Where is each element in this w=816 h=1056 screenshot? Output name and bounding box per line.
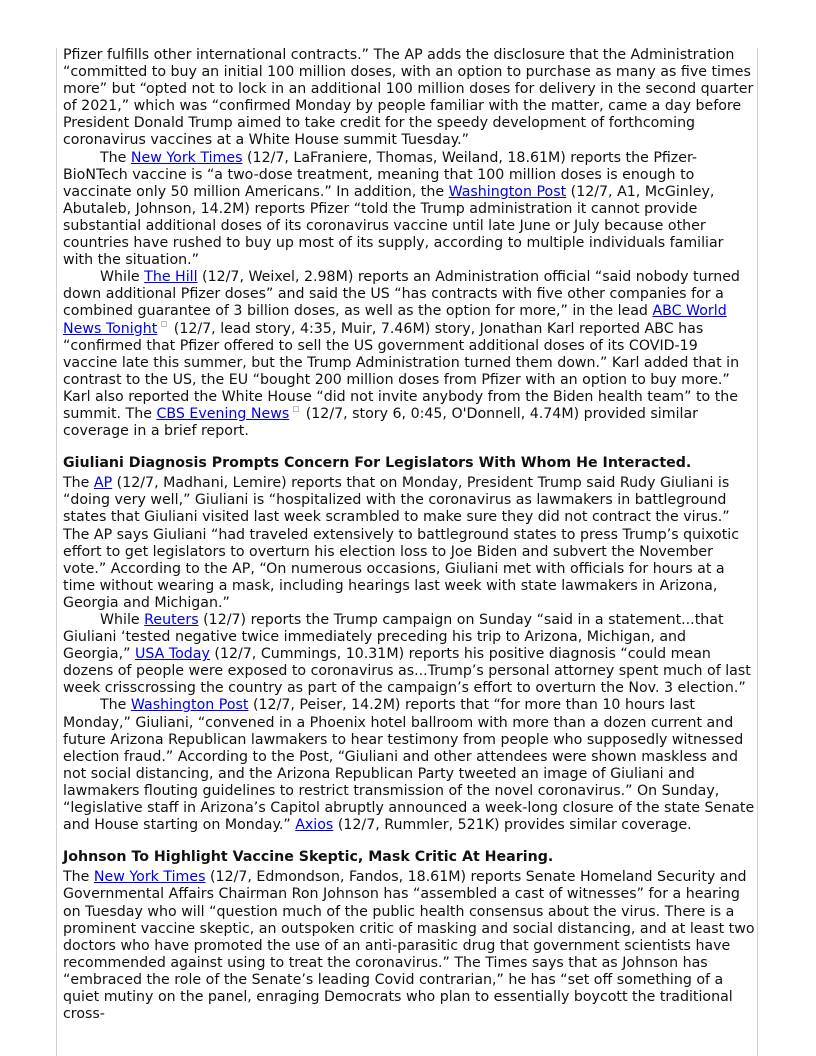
paragraph-nyt-two-dose: The New York Times (12/7, LaFraniere, Thomas, Weiland, 18.61M) reports the Pfizer-BioNTech vaccine is “a two-dose treatment, meaning that 100 million doses is enough to vaccinate only 50 million Americans.” In addition, the Washington Post (12/7, A1, McGinley, Abutaleb, Johnson, 14.2M) reports Pfizer “told the Trump administration it cannot provide substantial additional doses of its coronavirus vaccine until late June or July because other countries have rushed to buy up most of its supply, according to multiple individuals familiar with the situation.” — [63, 149, 724, 269]
paragraph-nyt-johnson: The New York Times (12/7, Edmondson, Fandos, 18.61M) reports Senate Homeland Security and Governmental Affairs Chairman Ron Johnson has “assembled a cast of witnesses” for a hearing on Tuesday who will “question much of the public health consensus about the virus. There is a prominent vaccine skeptic, an outspoken critic of masking and social distancing, and at least two doctors who have promoted the use of an anti-parasitic drug that government scientists have recommended against using to treat the coronavirus.” The Times says that as Johnson has “embraced the role of the Senate’s leading Covid contrarian,” he has “set off something of a quiet mutiny on the panel, enraging Democrats who plan to essentially boycott the traditional cross- — [63, 869, 755, 1023]
document-body — [63, 47, 755, 1023]
link-new-york-times[interactable]: New York Times — [130, 149, 243, 166]
paragraph-ap-giuliani: The AP (12/7, Madhani, Lemire) reports that on Monday, President Trump said Rudy Giuliani is “doing very well,” Giuliani is “hospitalized with the coronavirus as lawmakers in battleground states that Giuliani visited last week scrambled to make sure they did not contract the virus.” The AP says Giuliani “had traveled extensively to battleground states to press Trump’s quixotic effort to get legislators to overturn his election loss to Joe Biden and subvert the November vote.” According to the AP, “On numerous occasions, Giuliani met with officials for hours at a time without wearing a mask, including hearings last week with state lawmakers in Arizona, Georgia and Michigan.” — [63, 475, 740, 611]
heading-johnson-hearing: Johnson To Highlight Vaccine Skeptic, Mask Critic At Hearing. — [63, 849, 554, 866]
link-the-hill[interactable]: The Hill — [144, 269, 198, 286]
paragraph-washington-post-phoenix: The Washington Post (12/7, Peiser, 14.2M) reports that “for more than 10 hours last Monday,” Giuliani, “convened in a Phoenix hotel ballroom with more than a dozen current and future Arizona Republican lawmakers to hear testimony from people who supposedly witnessed election fraud.” According to the Post, “Giuliani and other attendees were shown maskless and not social distancing, and the Arizona Republican Party tweeted an image of Giuliani and lawmakers flouting guidelines to restrict transmission of the novel coronavirus.” On Sunday, “legislative staff in Arizona’s Capitol abruptly announced a week-long closure of the state Senate and House starting on Monday.” Axios (12/7, Rummler, 521K) provides similar coverage. — [63, 697, 755, 834]
link-new-york-times[interactable]: New York Times — [93, 869, 206, 886]
paragraph-reuters-usa-today: While Reuters (12/7) reports the Trump campaign on Sunday “said in a statement...that Giuliani ‘tested negative twice immediately preceding his trip to Arizona, Michigan, and Georgia,” USA Today (12/7, Cummings, 10.31M) reports his positive diagnosis “could mean dozens of people were exposed to coronavirus as...Trump’s personal attorney spent much of last week crisscrossing the country as part of the campaign’s effort to overturn the Nov. 3 election.” — [63, 612, 751, 697]
left-margin-rule — [56, 48, 57, 1056]
link-usa-today[interactable]: USA Today — [135, 646, 210, 663]
paragraph-pfizer-contracts: Pfizer fulfills other international contracts.” The AP adds the disclosure that the Administration “committed to buy an initial 100 million doses, with an option to purchase as many as five times more” but “opted not to lock in an additional 100 million doses for delivery in the second quarter of 2021,” which was “confirmed Monday by people familiar with the matter, came a day before President Donald Trump aimed to take credit for the speedy development of forthcoming coronavirus vaccines at a White House summit Tuesday.” — [63, 47, 754, 149]
paragraph-the-hill-abc: While The Hill (12/7, Weixel, 2.98M) reports an Administration official “said nobody turned down additional Pfizer doses” and said the US “has contracts with five other companies for a combined guarantee of 3 billion doses, as well as the option for more,” in the lead ABC World News Tonight (12/7, lead story, 4:35, Muir, 7.46M) story, Jonathan Karl reported ABC has “confirmed that Pfizer offered to sell the US government additional doses of its COVID-19 vaccine late this summer, but the Trump Administration turned them down.” Karl added that in contrast to the US, the EU “bought 200 million doses from Pfizer with an option to buy more.” Karl also reported the White House “did not invite anybody from the Biden health team” to the summit. The CBS Evening News (12/7, story 6, 0:45, O'Donnell, 4.74M) provided similar coverage in a brief report. — [63, 269, 740, 440]
video-icon — [161, 321, 167, 327]
link-washington-post[interactable]: Washington Post — [130, 697, 249, 714]
link-washington-post[interactable]: Washington Post — [448, 183, 567, 200]
right-margin-rule — [757, 48, 758, 1056]
link-axios[interactable]: Axios — [295, 817, 334, 834]
heading-giuliani-diagnosis: Giuliani Diagnosis Prompts Concern For Legislators With Whom He Interacted. — [63, 455, 692, 472]
link-reuters[interactable]: Reuters — [144, 612, 199, 628]
video-icon — [293, 406, 299, 412]
link-abc-world-news-tonight[interactable]: ABC World News Tonight — [63, 303, 727, 337]
link-cbs-evening-news[interactable]: CBS Evening News — [156, 405, 290, 422]
link-ap[interactable]: AP — [93, 475, 113, 492]
